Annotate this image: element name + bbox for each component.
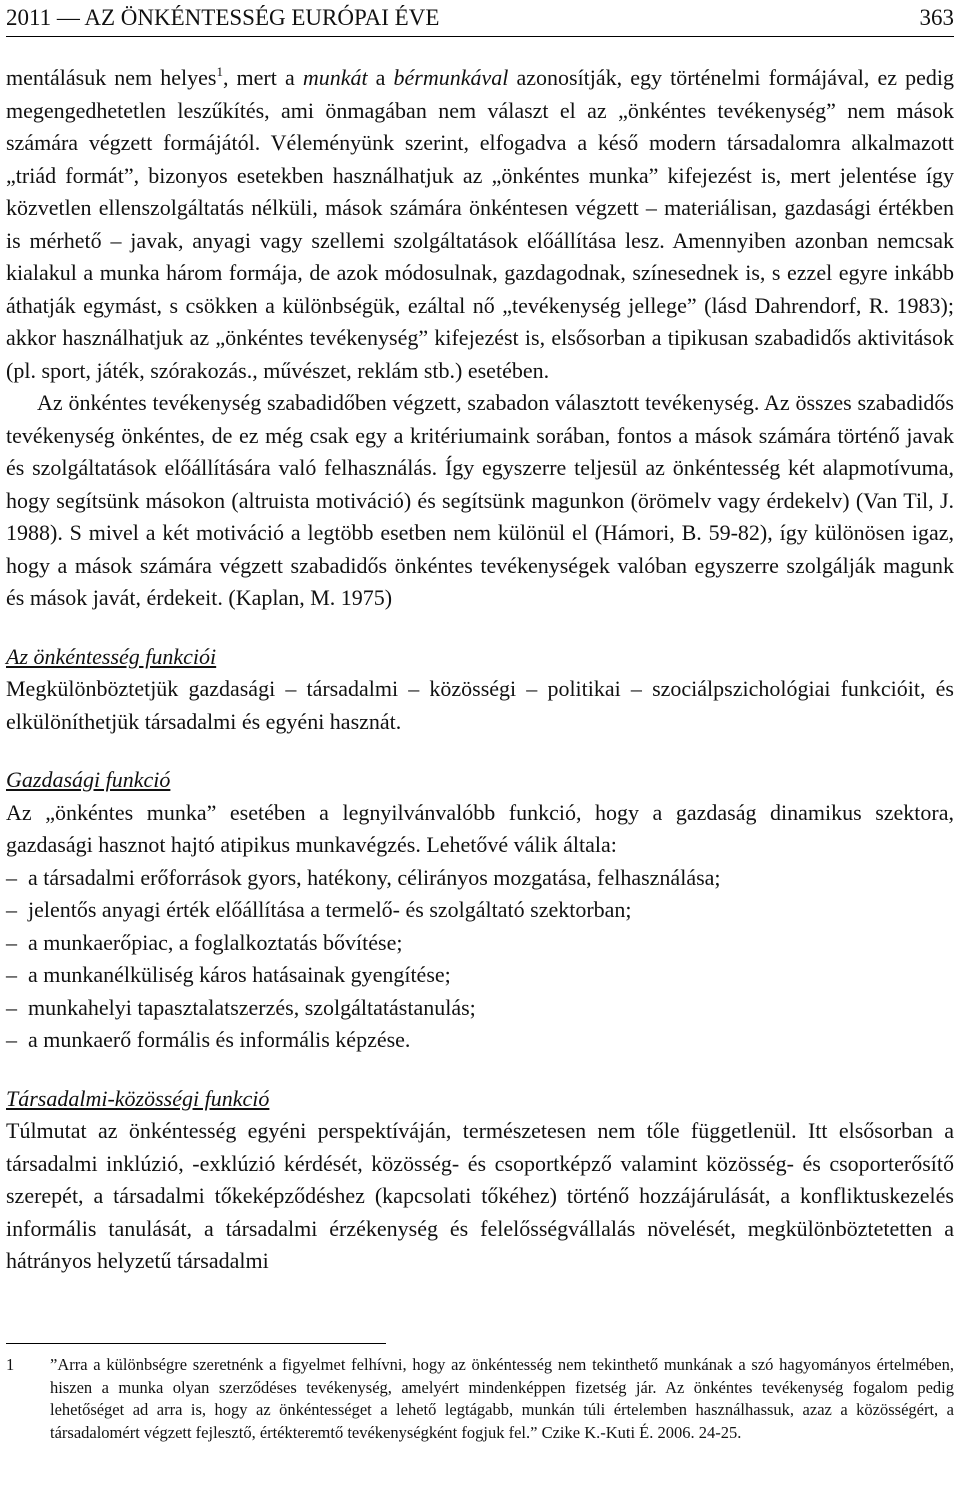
running-header xyxy=(6,2,954,37)
section-text-economic: Az „önkéntes munka” esetében a legnyilvánvalóbb funkció, hogy a gazdaság dinamikus szektora, gazdasági hasznot hajtó atipikus munkavégzés. Lehetővé válik általa: xyxy=(6,799,954,857)
footnote xyxy=(6,1354,954,1444)
list-item: – a munkaerő formális és informális képzése. xyxy=(6,1027,411,1052)
p1-text-b: , mert a xyxy=(222,65,303,90)
list-item: – a munkanélküliség káros hatásainak gyengítése; xyxy=(6,962,451,987)
running-title: 2011 — AZ ÖNKÉNTESSÉG EURÓPAI ÉVE xyxy=(6,5,440,30)
list-item: – munkahelyi tapasztalatszerzés, szolgáltatástanulás; xyxy=(6,994,476,1020)
section-heading-social: Társadalmi-közösségi funkció xyxy=(6,1085,270,1111)
p1-text-a: mentálásuk nem helyes xyxy=(6,65,217,90)
p1-text-d: a xyxy=(367,65,394,90)
p1-italic-munkat: munkát xyxy=(302,65,368,90)
section-heading-economic: Gazdasági funkció xyxy=(6,767,171,792)
section-text-functions: Megkülönböztetjük gazdasági – társadalmi – közösségi – politikai – szociálpszichológiai funkcióit, és elkülöníthetjük társadalmi és egyéni hasznát. xyxy=(6,676,954,734)
p1-italic-bermunkaval: bérmunkával xyxy=(393,65,509,90)
footnote-ref: 1 xyxy=(216,64,223,79)
paragraph-2: Az önkéntes tevékenység szabadidőben végzett, szabadon választott tevékenység. Az összes szabadidős tevékenység önkéntes, de ez még csak egy a kritériumaink sorában, fontos a mások számára történő javak és szolgáltatások előállítására való felhasználás. Így egyszerre teljesül az önkéntesség két alapmotívuma, hogy segítsünk másokon (altruista motiváció) és segítsünk magunkon (örömelv vagy érdekelv) (Van Til, J. 1988). S mivel a két motiváció a legtöbb esetben nem különül el (Hámori, B. 59-82), így különösen igaz, hogy a mások számára végzett szabadidős önkéntes tevékenységek valóban egyszerre szolgálják magunk és mások javát, érdekeit. (Kaplan, M. 1975) xyxy=(6,390,954,610)
section-text-social: Túlmutat az önkéntesség egyéni perspektíváján, természetesen nem tőle függetlenül. Itt elsősorban a társadalmi inklúzió, -exklúzió kérdését, közösség- és csoportképző valamint közösség- és csoporterősítő szerepét, a társadalmi tőkeképződéshez (kapcsolati tőkéhez) történő hozzájárulását, a konfliktuskezelés informális tanulását, a társadalmi érzékenység és felelősségvállalás növelését, megkülönböztetetten a hátrányos helyzetű társadalmi xyxy=(6,1118,954,1273)
list-item: – a társadalmi erőforrások gyors, hatékony, célirányos mozgatása, felhasználása; xyxy=(6,864,721,890)
list-item: – jelentős anyagi érték előállítása a termelő- és szolgáltató szektorban; xyxy=(6,897,632,922)
page-number: 363 xyxy=(919,5,954,30)
footnote-text: ”Arra a különbségre szeretnénk a figyelmet felhívni, hogy az önkéntesség nem tekinthető munkának a szó hagyományos értelmében, hiszen a munka olyan szerződéses tevékenység, amelyért mindenképpen fizetség jár. Az önkéntes tevékenység fogalom pedig lehetőséget ad arra is, hogy az önkéntességet a lehető legtágabb, munkán túli értelemben használhassuk, azaz a közösségért, a társadalomért végzett fejlesztő, értékteremtő tevékenységként fogjuk fel.” Czike K.-Kuti É. 2006. 24-25. xyxy=(50,1355,954,1442)
footnote-separator xyxy=(6,1343,386,1344)
p1-text-f: azonosítják, egy történelmi formájával, ez pedig megengedhetetlen leszűkítés, ami önmagában nem választ el az „önkéntes tevékenység” nem mások számára végzett formájától. Véleményünk szerint, elfogadva a késő modern társadalomra alkalmazott „triád formát”, bizonyos esetekben használhatjuk az „önkéntes munka” kifejezést is, mert jelentése így közvetlen ellenszolgáltatás nélküli, mások számára önkéntesen végzett – materiálisan, gazdasági értékben is mérhető – javak, anyagi vagy szellemi szolgáltatások előállítása lesz. Amennyiben azonban nemcsak kialakul a munka három formája, de azok módosulnak, gazdagodnak, színesednek is, s ezzel egyre inkább áthatják egymást, s csökken a különbségük, ezáltal nő „tevékenység jellege” (lásd Dahrendorf, R. 1983); akkor használhatjuk az „önkéntes tevékenység” kifejezést is, elsősorban a tipikusan szabadidős aktivitások (pl. sport, játék, szórakozás., művészet, reklám stb.) esetében. xyxy=(6,65,954,383)
list-item: – a munkaerőpiac, a foglalkoztatás bővítése; xyxy=(6,929,403,955)
paragraph-1 xyxy=(6,62,954,387)
main-text xyxy=(6,62,954,1278)
section-heading-functions: Az önkéntesség funkciói xyxy=(6,643,217,669)
economic-function-list xyxy=(6,862,954,1057)
footnote-number: 1 xyxy=(6,1355,15,1374)
